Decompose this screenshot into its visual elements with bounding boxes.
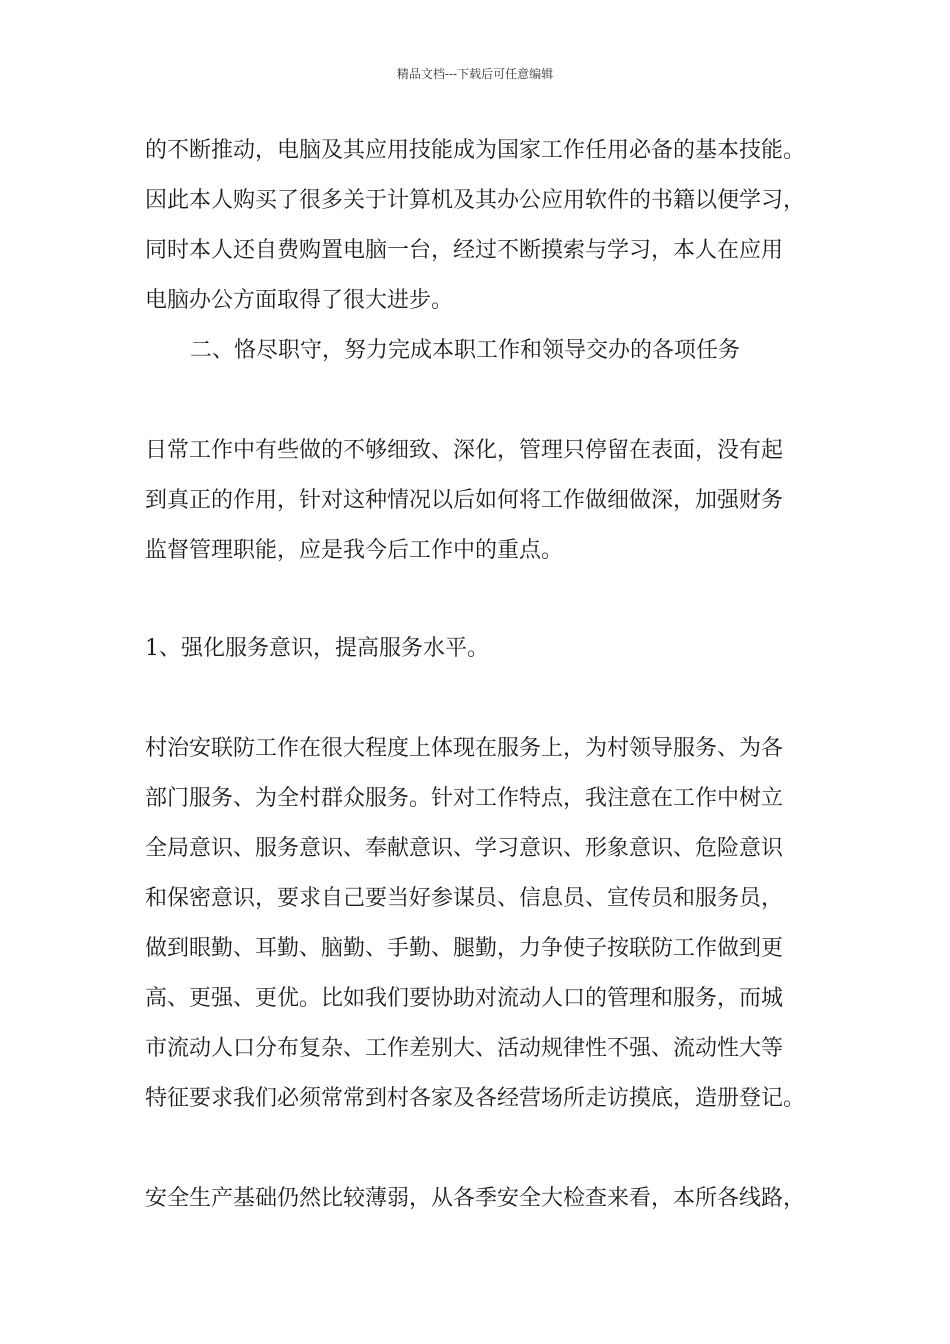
body-line: 监督管理职能，应是我今后工作中的重点。	[145, 538, 564, 563]
body-line: 同时本人还自费购置电脑一台，经过不断摸索与学习，本人在应用	[145, 238, 784, 263]
body-line: 电脑办公方面取得了很大进步。	[145, 288, 454, 313]
body-line: 做到眼勤、耳勤、脑勤、手勤、腿勤，力争使子按联防工作做到更	[145, 936, 784, 961]
body-line: 因此本人购买了很多关于计算机及其办公应用软件的书籍以便学习，	[145, 188, 806, 213]
body-line: 村治安联防工作在很大程度上体现在服务上，为村领导服务、为各	[145, 736, 784, 761]
body-line: 的不断推动，电脑及其应用技能成为国家工作任用必备的基本技能。	[145, 138, 806, 163]
body-line: 部门服务、为全村群众服务。针对工作特点，我注意在工作中树立	[145, 786, 784, 811]
body-line: 日常工作中有些做的不够细致、深化，管理只停留在表面，没有起	[145, 438, 784, 463]
body-line: 全局意识、服务意识、奉献意识、学习意识、形象意识、危险意识	[145, 836, 784, 861]
body-line: 到真正的作用，针对这种情况以后如何将工作做细做深，加强财务	[145, 488, 784, 513]
body-line: 和保密意识，要求自己要当好参谋员、信息员、宣传员和服务员，	[145, 886, 784, 911]
section-heading: 二、恪尽职守，努力完成本职工作和领导交办的各项任务	[190, 338, 741, 363]
body-line: 特征要求我们必须常常到村各家及各经营场所走访摸底，造册登记。	[145, 1086, 806, 1111]
numbered-heading: 1、强化服务意识，提高服务水平。	[145, 636, 489, 661]
body-line: 市流动人口分布复杂、工作差别大、活动规律性不强、流动性大等	[145, 1036, 784, 1061]
body-line: 高、更强、更优。比如我们要协助对流动人口的管理和服务，而城	[145, 986, 784, 1011]
page-header: 精品文档---下载后可任意编辑	[396, 67, 554, 81]
body-line: 安全生产基础仍然比较薄弱，从各季安全大检查来看，本所各线路，	[145, 1186, 806, 1211]
